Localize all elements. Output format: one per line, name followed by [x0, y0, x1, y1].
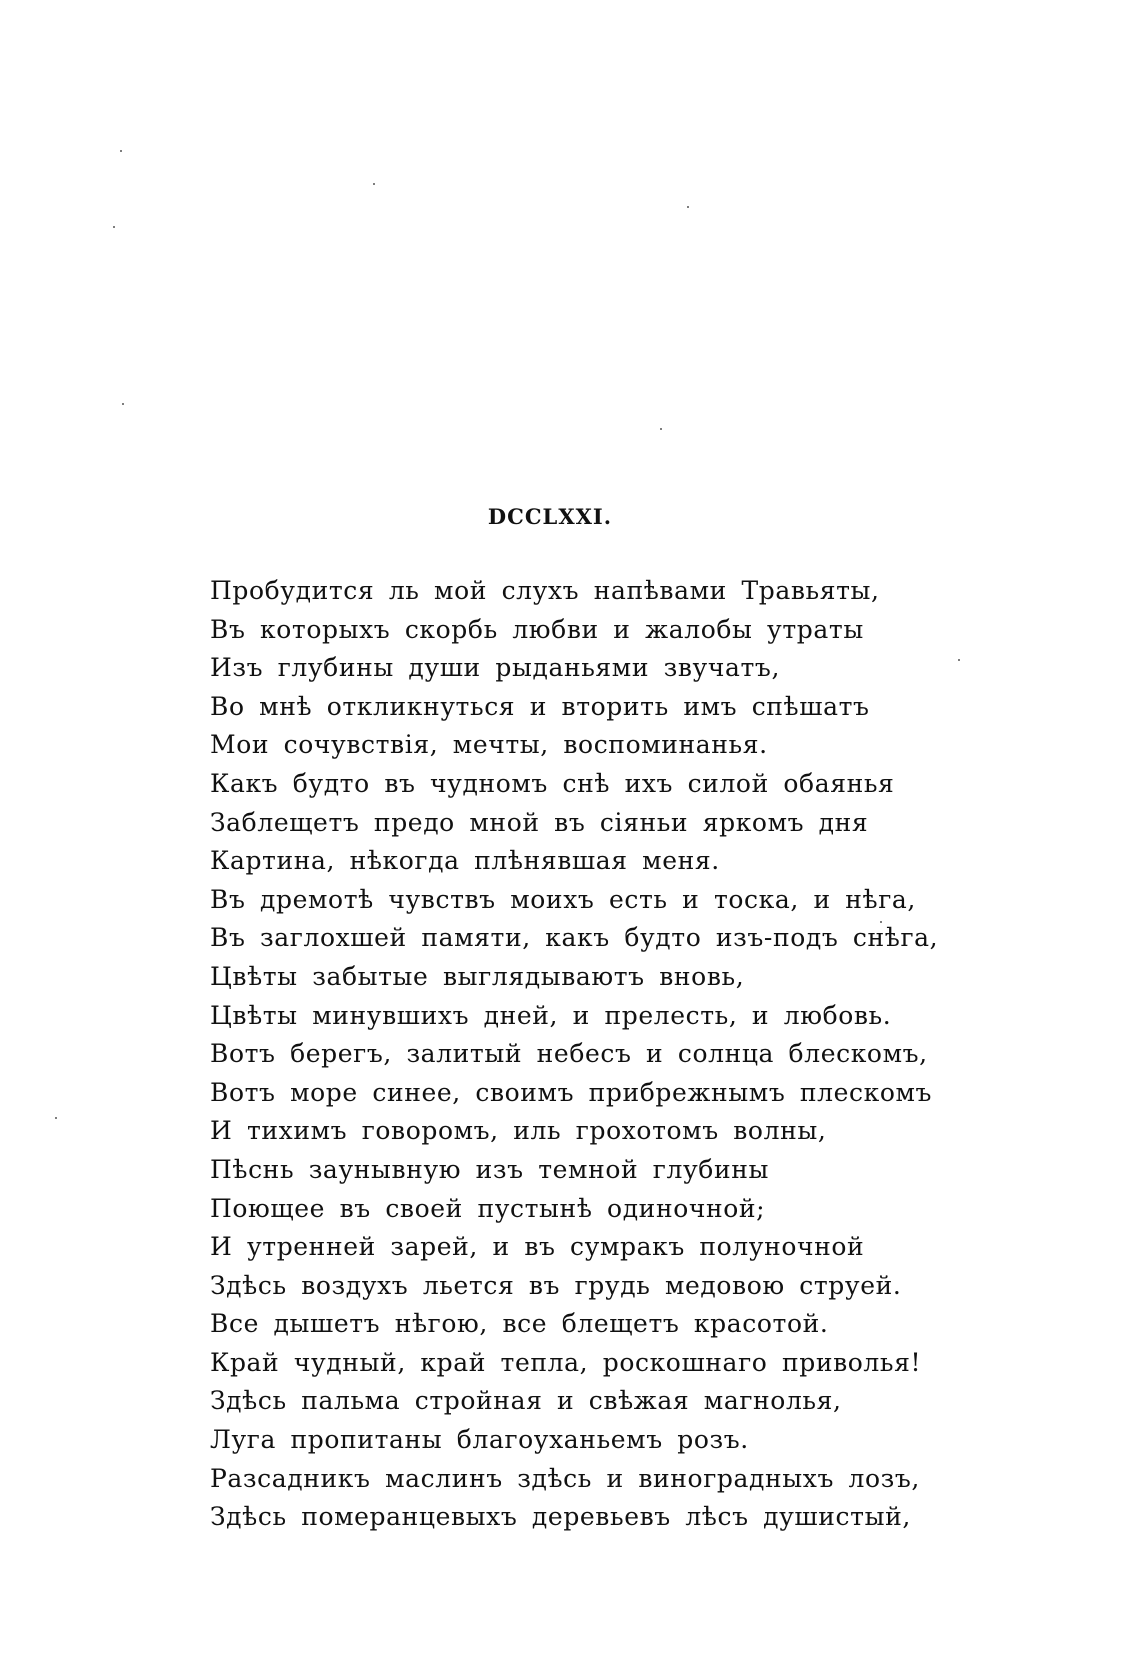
poem-line: Заблещетъ предо мной въ сіяньи яркомъ дня — [210, 807, 869, 837]
poem-text — [210, 572, 939, 1537]
poem-line: Цвѣты забытые выглядываютъ вновь, — [210, 961, 745, 991]
poem-line: Луга пропитаны благоуханьемъ розъ. — [210, 1425, 749, 1455]
scan-speck — [122, 403, 124, 405]
poem-line: Здѣсь воздухъ льется въ грудь медовою струей. — [210, 1270, 902, 1300]
poem-line: Въ дремотѣ чувствъ моихъ есть и тоска, и нѣга, — [210, 884, 916, 914]
poem-line: Разсадникъ маслинъ здѣсь и виноградныхъ лозъ, — [210, 1463, 920, 1493]
scan-speck — [120, 150, 122, 152]
poem-line: Какъ будто въ чудномъ снѣ ихъ силой обаянья — [210, 768, 895, 798]
poem-line: Въ заглохшей памяти, какъ будто изъ-подъ снѣга, — [210, 923, 939, 953]
scan-speck — [113, 226, 115, 228]
poem-line: Все дышетъ нѣгою, все блещетъ красотой. — [210, 1309, 829, 1339]
poem-line: Въ которыхъ скорбь любви и жалобы утраты — [210, 614, 864, 644]
poem-line: Здѣсь пальма стройная и свѣжая магнолья, — [210, 1386, 842, 1416]
scan-speck — [958, 659, 960, 661]
poem-line: И тихимъ говоромъ, иль грохотомъ волны, — [210, 1116, 827, 1146]
scan-speck — [660, 428, 662, 430]
poem-line: Изъ глубины души рыданьями звучатъ, — [210, 653, 780, 683]
poem-line: Здѣсь померанцевыхъ деревьевъ лѣсъ душистый, — [210, 1502, 911, 1532]
scan-speck — [687, 206, 689, 208]
poem-line: Картина, нѣкогда плѣнявшая меня. — [210, 846, 720, 876]
poem-line: Пѣснь заунывную изъ темной глубины — [210, 1154, 769, 1184]
scan-speck — [373, 183, 375, 185]
poem-line: Поющее въ своей пустынѣ одиночной; — [210, 1193, 766, 1223]
poem-line: Во мнѣ откликнуться и вторить имъ спѣшатъ — [210, 691, 870, 721]
poem-line: Вотъ море синее, своимъ прибрежнымъ плескомъ — [210, 1077, 933, 1107]
poem-line: Край чудный, край тепла, роскошнаго приволья! — [210, 1347, 922, 1377]
poem-line: Вотъ берегъ, залитый небесъ и солнца блескомъ, — [210, 1039, 928, 1069]
poem-line: Цвѣты минувшихъ дней, и прелесть, и любовь. — [210, 1000, 892, 1030]
scan-speck — [55, 1117, 57, 1119]
poem-number-heading: DCCLXXI. — [487, 504, 613, 529]
poem-line: Мои сочувствія, мечты, воспоминанья. — [210, 730, 768, 760]
poem-line: И утренней зарей, и въ сумракъ полуночной — [210, 1232, 865, 1262]
poem-line: Пробудится ль мой слухъ напѣвами Травьяты, — [210, 576, 880, 605]
